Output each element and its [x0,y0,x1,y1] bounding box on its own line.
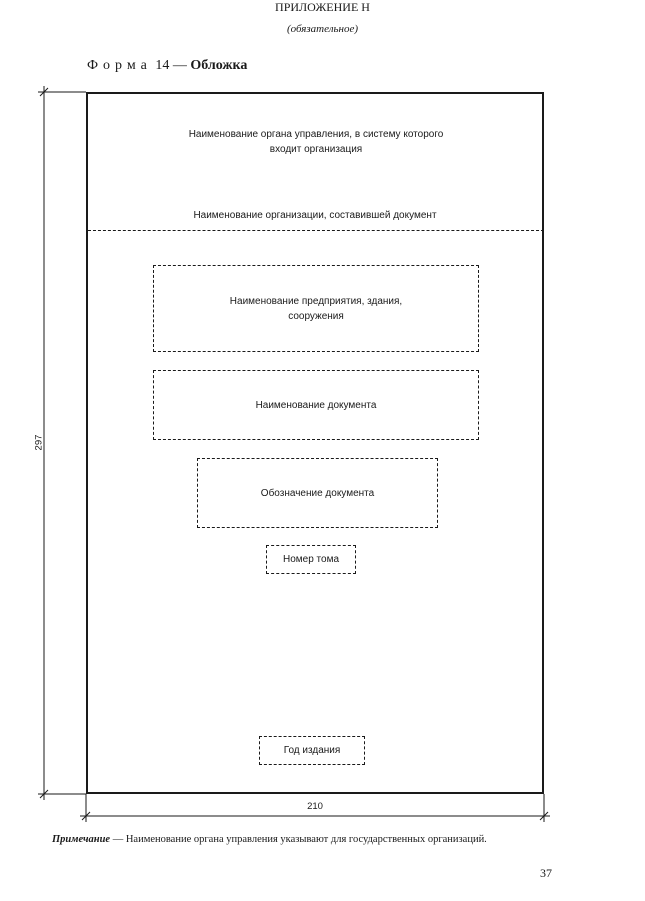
document-name-box [153,370,479,440]
organization-divider [88,230,544,231]
volume-number-box [266,545,356,574]
governing-body-label: Наименование органа управления, в систему которого входит организация [188,129,444,155]
volume-number-label: Номер тома [282,554,340,565]
organization-label: Наименование организации, составившей документ [193,210,437,221]
cover-sheet [86,92,544,794]
form-word: Форма [87,58,152,73]
note-label: Примечание [52,834,111,845]
form-name: Обложка [190,58,248,73]
enterprise-label: Наименование предприятия, здания, сооружения [229,295,403,322]
note-text: — Наименование органа управления указывают для государственных организаций. [110,834,487,845]
form-number: 14 — [155,58,187,73]
publication-year-label: Год издания [283,745,341,756]
document-code-box [197,458,438,528]
appendix-status: (обязательное) [286,23,359,35]
height-dimension-label: 297 [33,434,45,451]
publication-year-box [259,736,365,765]
appendix-title: ПРИЛОЖЕНИЕ Н [275,0,370,14]
width-dimension-label: 210 [307,801,323,812]
footnote [52,834,487,845]
enterprise-box [153,265,479,352]
page-number: 37 [540,866,552,880]
document-name-label: Наименование документа [255,399,377,411]
document-code-label: Обозначение документа [260,487,375,499]
